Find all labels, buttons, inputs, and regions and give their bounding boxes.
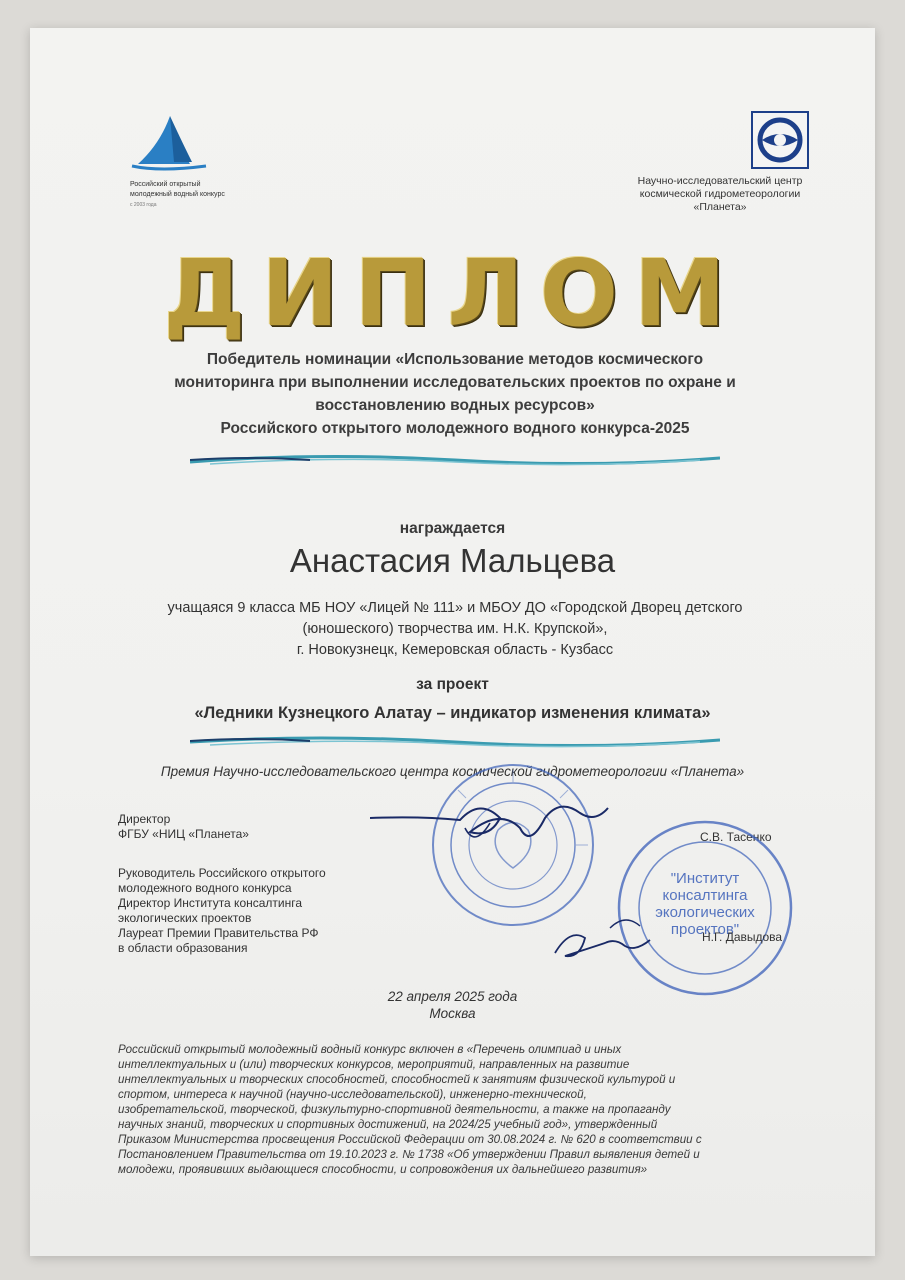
- nomination-line3: восстановлению водных ресурсов»: [315, 397, 595, 414]
- signatory2-line5: Лауреат Премии Правительства РФ: [118, 926, 319, 940]
- footer-line9: молодежи, проявивших выдающиеся способности, и сопровождения их дальнейшего развития»: [118, 1163, 648, 1176]
- signatory2-position: [118, 866, 326, 956]
- signatory2-line6: в области образования: [118, 941, 248, 955]
- signatory2-line4: экологических проектов: [118, 911, 252, 925]
- project-title: «Ледники Кузнецкого Алатау – индикатор изменения климата»: [194, 704, 711, 722]
- footer-note: [118, 1042, 808, 1177]
- institute-stamp-text: [645, 870, 765, 938]
- head-signature-icon: [550, 908, 660, 968]
- director-signature-icon: [370, 788, 610, 868]
- planeta-line1: Научно-исследовательский центр: [637, 175, 803, 187]
- nomination-line4: Российского открытого молодежного водного конкурса-2025: [220, 420, 690, 437]
- diploma-title: ДИПЛОМ: [163, 240, 742, 347]
- footer-line1: Российский открытый молодежный водный конкурс включен в «Перечень олимпиад и иных: [118, 1043, 622, 1056]
- nomination-text: [100, 348, 810, 440]
- nomination-line2: мониторинга при выполнении исследовательских проектов по охране и: [174, 374, 736, 391]
- signatory1-position: [118, 812, 249, 842]
- for-project-label: за проект: [416, 676, 489, 693]
- student-info-line1: учащаяся 9 класса МБ НОУ «Лицей № 111» и МБОУ ДО «Городской Дворец детского: [167, 600, 743, 616]
- date-place: [30, 988, 875, 1022]
- footer-line7: Приказом Министерства просвещения Российской Федерации от 30.08.2024 г. № 620 в соответствии с: [118, 1133, 702, 1146]
- planeta-emblem-icon: [750, 110, 810, 170]
- planeta-logo: [590, 110, 850, 214]
- footer-line5: изобретательской, творческой, физкультурно-спортивной деятельности, а также на пропаганду: [118, 1103, 671, 1116]
- wave-divider: [190, 450, 720, 470]
- student-info-line3: г. Новокузнецк, Кемеровская область - Кузбасс: [296, 642, 614, 658]
- stamp-line3: экологических: [655, 904, 755, 921]
- signatory2-line2: молодежного водного конкурса: [118, 881, 292, 895]
- contest-logo: [130, 114, 280, 208]
- stamp-line4: проектов": [670, 921, 740, 938]
- diploma-sheet: [30, 28, 875, 1256]
- student-info-line2: (юношеского) творчества им. Н.К. Крупской»,: [302, 621, 608, 637]
- footer-line3: интеллектуальных и творческих способностей, способностей к занятиям физической культурой и: [118, 1073, 676, 1086]
- signatory2-line3: Директор Института консалтинга: [118, 896, 303, 910]
- signatory1-line2: ФГБУ «НИЦ «Планета»: [118, 827, 249, 841]
- contest-logo-line1: Российский открытый: [130, 181, 201, 188]
- contest-logo-small: с 2003 года: [130, 202, 157, 208]
- sail-icon: [130, 114, 210, 174]
- footer-line6: научных знаний, творческих и спортивных достижений, на 2024/25 учебный год», утвержденный: [118, 1118, 658, 1131]
- premium-text: Премия Научно-исследовательского центра космической гидрометеорологии «Планета»: [160, 764, 745, 779]
- stamp-line1: "Институт: [670, 870, 740, 887]
- stamp-line2: консалтинга: [662, 887, 748, 904]
- footer-line4: спортом, интереса к научной (научно-исследовательской), инженерно-технической,: [118, 1088, 587, 1101]
- signatory1-name: С.В. Тасенко: [700, 830, 772, 844]
- signatory2-line1: Руководитель Российского открытого: [118, 866, 326, 880]
- award-city: Москва: [429, 1006, 476, 1021]
- nomination-line1: Победитель номинации «Использование методов космического: [206, 351, 704, 368]
- signatory2-name: Н.Г. Давыдова: [702, 930, 783, 944]
- planeta-line3: «Планета»: [693, 201, 747, 213]
- signatory1-line1: Директор: [118, 812, 171, 826]
- contest-logo-line2: молодежный водный конкурс: [130, 191, 225, 198]
- recipient-name: Анастасия Мальцева: [289, 542, 616, 579]
- wave-divider: [190, 732, 720, 752]
- awarded-label: награждается: [399, 520, 506, 537]
- award-date: 22 апреля 2025 года: [387, 989, 518, 1004]
- footer-line2: интеллектуальных и (или) творческих конкурсов, мероприятий, направленных на развитие: [118, 1058, 630, 1071]
- student-info: [100, 598, 810, 661]
- footer-line8: Постановлением Правительства от 19.10.2023 г. № 1738 «Об утверждении Правил выявления детей и: [118, 1148, 700, 1161]
- planeta-line2: космической гидрометеорологии: [639, 188, 801, 200]
